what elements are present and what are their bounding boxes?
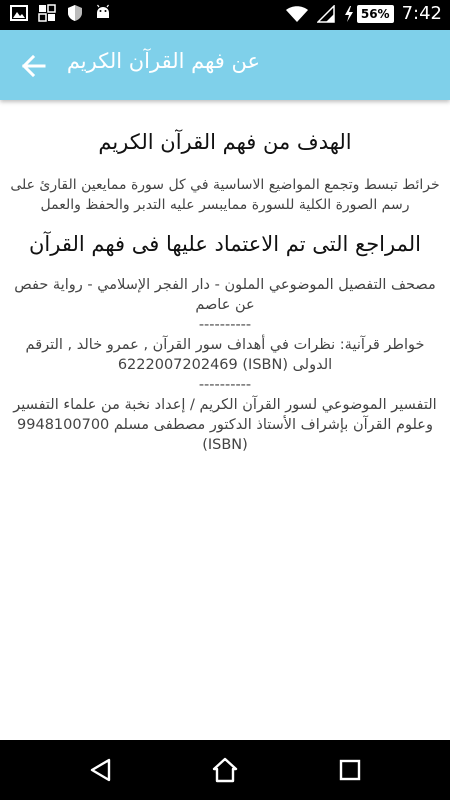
battery-charging-icon [343, 5, 355, 23]
status-bar [0, 0, 450, 30]
android-icon [94, 4, 112, 22]
recents-icon[interactable] [335, 755, 365, 785]
grid-icon [38, 4, 56, 22]
references-heading: المراجع التى تم الاعتماد عليها فى فهم القرآن [29, 232, 421, 256]
back-arrow-icon[interactable] [18, 50, 50, 82]
battery-percent: 56% [357, 5, 394, 23]
separator: ---------- [198, 377, 252, 393]
clock: 7:42 [401, 3, 442, 24]
reference-item: مصحف التفصيل الموضوعي الملون - دار الفجر الإسلامي - رواية حفص عن عاصم [14, 277, 436, 313]
about-content [0, 100, 450, 740]
separator: ---------- [198, 317, 252, 333]
goal-text: خرائط تبسط وتجمع المواضيع الاساسية في كل سورة ممايعين القارئ على رسم الصورة الكلية للسورة ممايبسر عليه التدبر والحفظ والعمل [10, 177, 440, 213]
navigation-bar [0, 740, 450, 800]
app-bar [0, 30, 450, 100]
signal-icon [317, 5, 335, 23]
image-icon [10, 4, 28, 22]
references-list [8, 275, 442, 455]
goal-heading: الهدف من فهم القرآن الكريم [98, 130, 352, 154]
page-title: عن فهم القرآن الكريم [66, 49, 260, 73]
home-icon[interactable] [210, 755, 240, 785]
battery-indicator [343, 5, 394, 23]
back-triangle-icon[interactable] [86, 755, 116, 785]
status-left-icons [10, 4, 112, 22]
wifi-icon [285, 5, 309, 23]
status-right-icons [285, 3, 442, 24]
reference-item: خواطر قرآنية: نظرات في أهداف سور القرآن , عمرو خالد , الترقم الدولى (ISBN) 6222007202469 [25, 337, 425, 373]
shield-icon [66, 4, 84, 22]
reference-item: التفسير الموضوعي لسور القرآن الكريم / إعداد نخبة من علماء التفسير وعلوم القرآن بإشراف الأستاذ الدكتور مصطفى مسلم 9948100700 (ISBN) [13, 397, 437, 453]
